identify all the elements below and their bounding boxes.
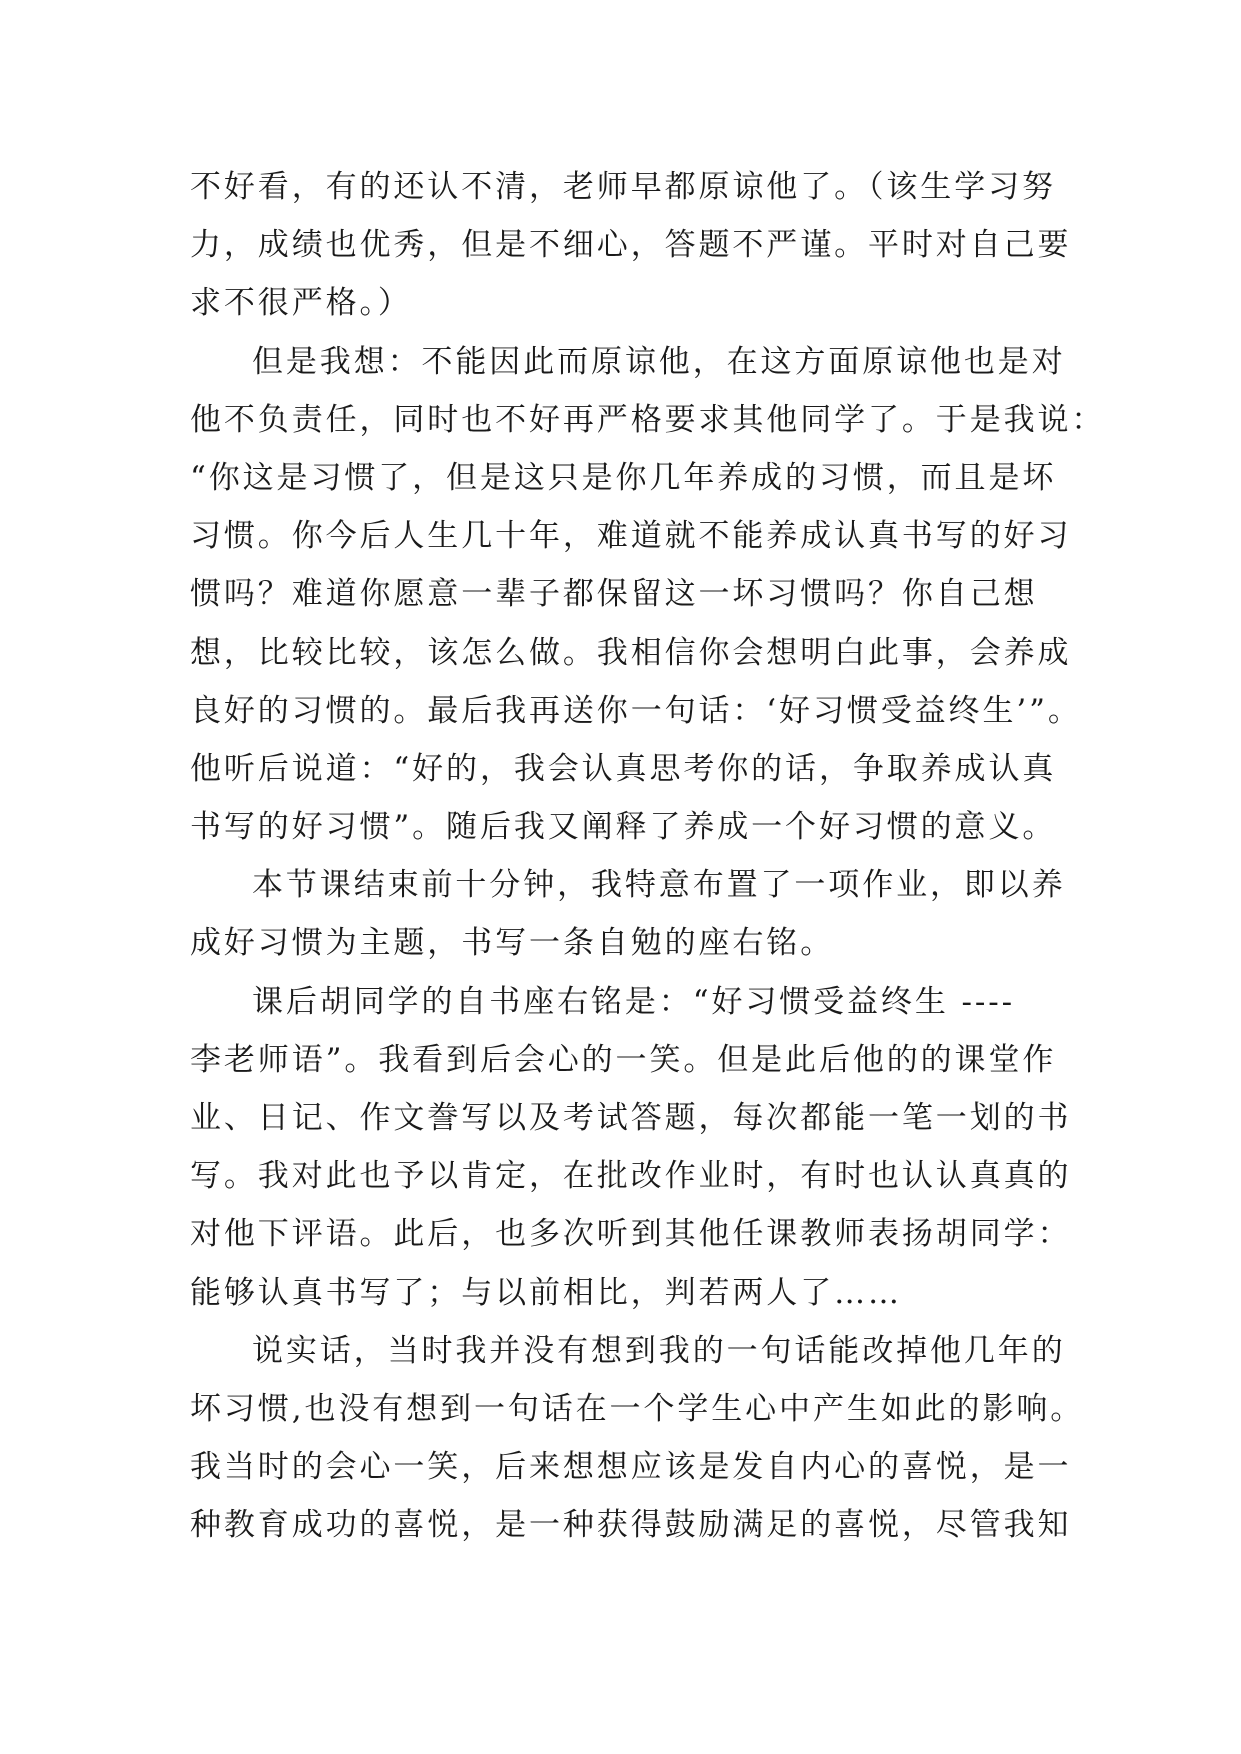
text-line: 写。我对此也予以肯定，在批改作业时，有时也认认真真的	[190, 1158, 1072, 1195]
text-line: 坏习惯,也没有想到一句话在一个学生心中产生如此的影响。	[190, 1390, 1085, 1427]
text-line: 能够认真书写了；与以前相比，判若两人了……	[190, 1274, 902, 1311]
text-line: 但是我想：不能因此而原谅他，在这方面原谅他也是对	[252, 343, 1066, 380]
text-line: 良好的习惯的。最后我再送你一句话：‘好习惯受益终生’”。	[190, 692, 1082, 729]
text-line: 李老师语”。我看到后会心的一笑。但是此后他的的课堂作	[190, 1041, 1057, 1078]
text-line: “你这是习惯了，但是这只是你几年养成的习惯，而且是坏	[190, 459, 1057, 496]
text-line: 成好习惯为主题，书写一条自勉的座右铭。	[190, 925, 835, 962]
text-line: 他不负责任，同时也不好再严格要求其他同学了。于是我说：	[190, 401, 1106, 438]
text-line: 种教育成功的喜悦，是一种获得鼓励满足的喜悦，尽管我知	[190, 1507, 1072, 1544]
text-line: 他听后说道：“好的，我会认真思考你的话，争取养成认真	[190, 750, 1057, 787]
text-line: 说实话，当时我并没有想到我的一句话能改掉他几年的	[252, 1332, 1066, 1369]
text-line: 惯吗？难道你愿意一辈子都保留这一坏习惯吗？你自己想	[190, 576, 1038, 613]
text-line: 本节课结束前十分钟，我特意布置了一项作业，即以养	[252, 867, 1066, 904]
text-line: 力，成绩也优秀，但是不细心，答题不严谨。平时对自己要	[190, 227, 1072, 264]
text-line: 书写的好习惯”。随后我又阐释了养成一个好习惯的意义。	[190, 809, 1057, 846]
text-line: 业、日记、作文誊写以及考试答题，每次都能一笔一划的书	[190, 1100, 1072, 1136]
text-line: 习惯。你今后人生几十年，难道就不能养成认真书写的好习	[190, 518, 1072, 555]
text-line: 不好看，有的还认不清，老师早都原谅他了。（该生学习努	[190, 169, 1056, 205]
text-line: 想，比较比较，该怎么做。我相信你会想明白此事，会养成	[190, 634, 1072, 671]
text-line: 课后胡同学的自书座右铭是：“好习惯受益终生 ----	[252, 983, 1015, 1020]
text-line: 对他下评语。此后，也多次听到其他任课教师表扬胡同学：	[190, 1216, 1072, 1253]
text-line: 我当时的会心一笑，后来想想应该是发自内心的喜悦，是一	[190, 1449, 1072, 1486]
text-line: 求不很严格。）	[190, 285, 412, 322]
body-text	[190, 158, 1106, 1555]
